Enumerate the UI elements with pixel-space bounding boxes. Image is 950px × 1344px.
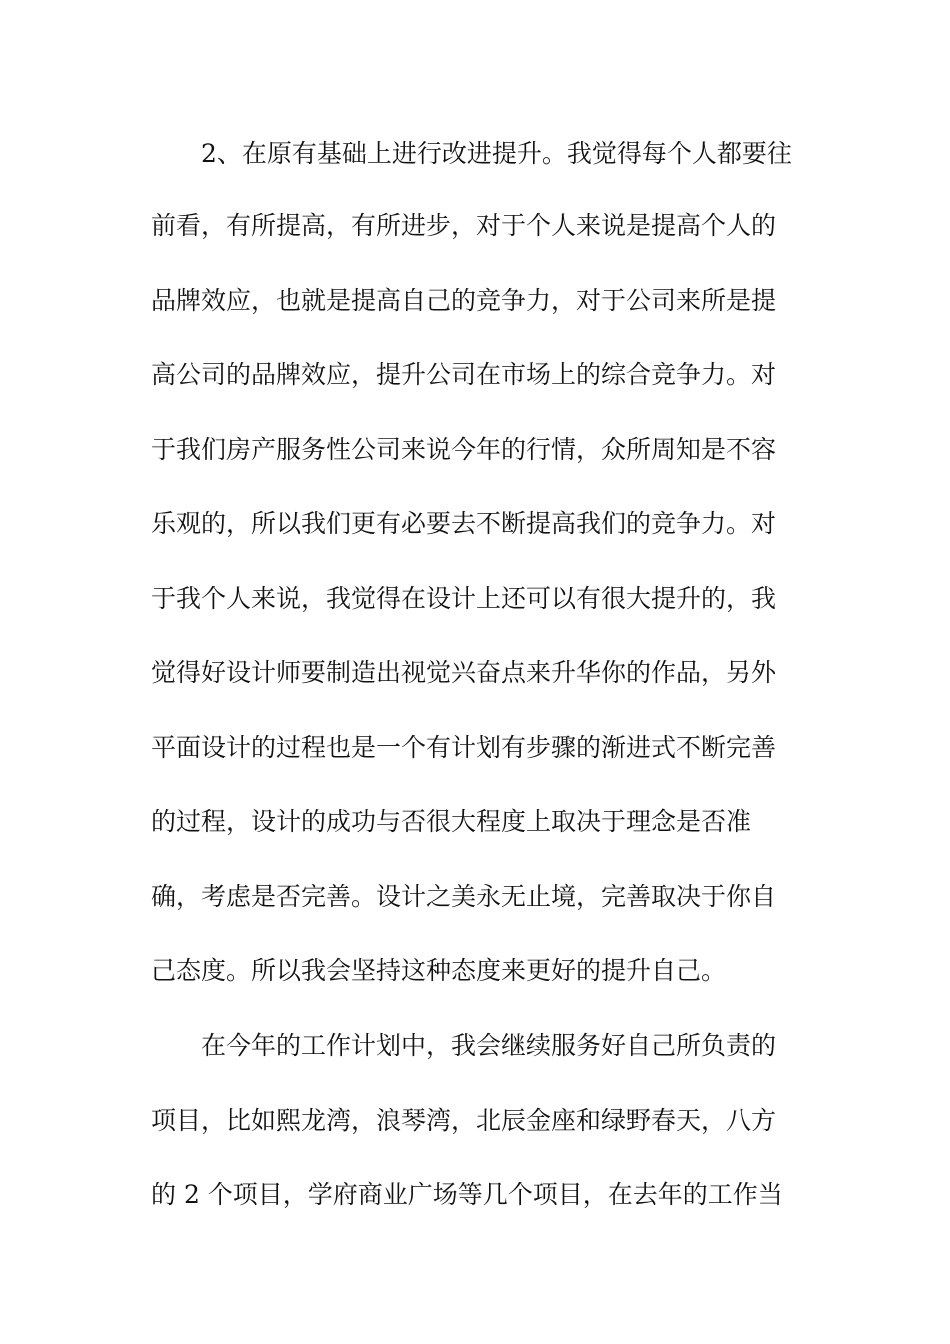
paragraph-1-line-9: 平面设计的过程也是一个有计划有步骤的渐进式不断完善 [151, 733, 777, 762]
paragraph-1-line-11: 确，考虑是否完善。设计之美永无止境，完善取决于你自 [151, 882, 777, 911]
paragraph-1-line-6: 乐观的，所以我们更有必要去不断提高我们的竞争力。对 [151, 509, 777, 538]
paragraph-2-line-3: 的 2 个项目，学府商业广场等几个项目，在去年的工作当 [151, 1180, 783, 1209]
paragraph-1-line-5: 于我们房产服务性公司来说今年的行情，众所周知是不容 [151, 435, 777, 464]
paragraph-1-line-3: 品牌效应，也就是提高自己的竞争力，对于公司来所是提 [151, 286, 777, 315]
paragraph-1-line-1: 2、在原有基础上进行改进提升。我觉得每个人都要往 [201, 139, 792, 168]
paragraph-1-line-12: 己态度。所以我会坚持这种态度来更好的提升自己。 [151, 956, 727, 985]
paragraph-1-line-2: 前看，有所提高，有所进步，对于个人来说是提高个人的 [151, 211, 777, 240]
paragraph-2-line-2: 项目，比如熙龙湾，浪琴湾，北辰金座和绿野春天，八方 [151, 1106, 777, 1135]
paragraph-1-line-7: 于我个人来说，我觉得在设计上还可以有很大提升的，我 [151, 584, 777, 613]
paragraph-1-line-8: 觉得好设计师要制造出视觉兴奋点来升华你的作品，另外 [151, 658, 777, 687]
paragraph-1-line-4: 高公司的品牌效应，提升公司在市场上的综合竞争力。对 [151, 360, 777, 389]
paragraph-1-line-10: 的过程，设计的成功与否很大程度上取决于理念是否准 [151, 807, 752, 836]
paragraph-2-line-1: 在今年的工作计划中，我会继续服务好自己所负责的 [201, 1031, 777, 1060]
